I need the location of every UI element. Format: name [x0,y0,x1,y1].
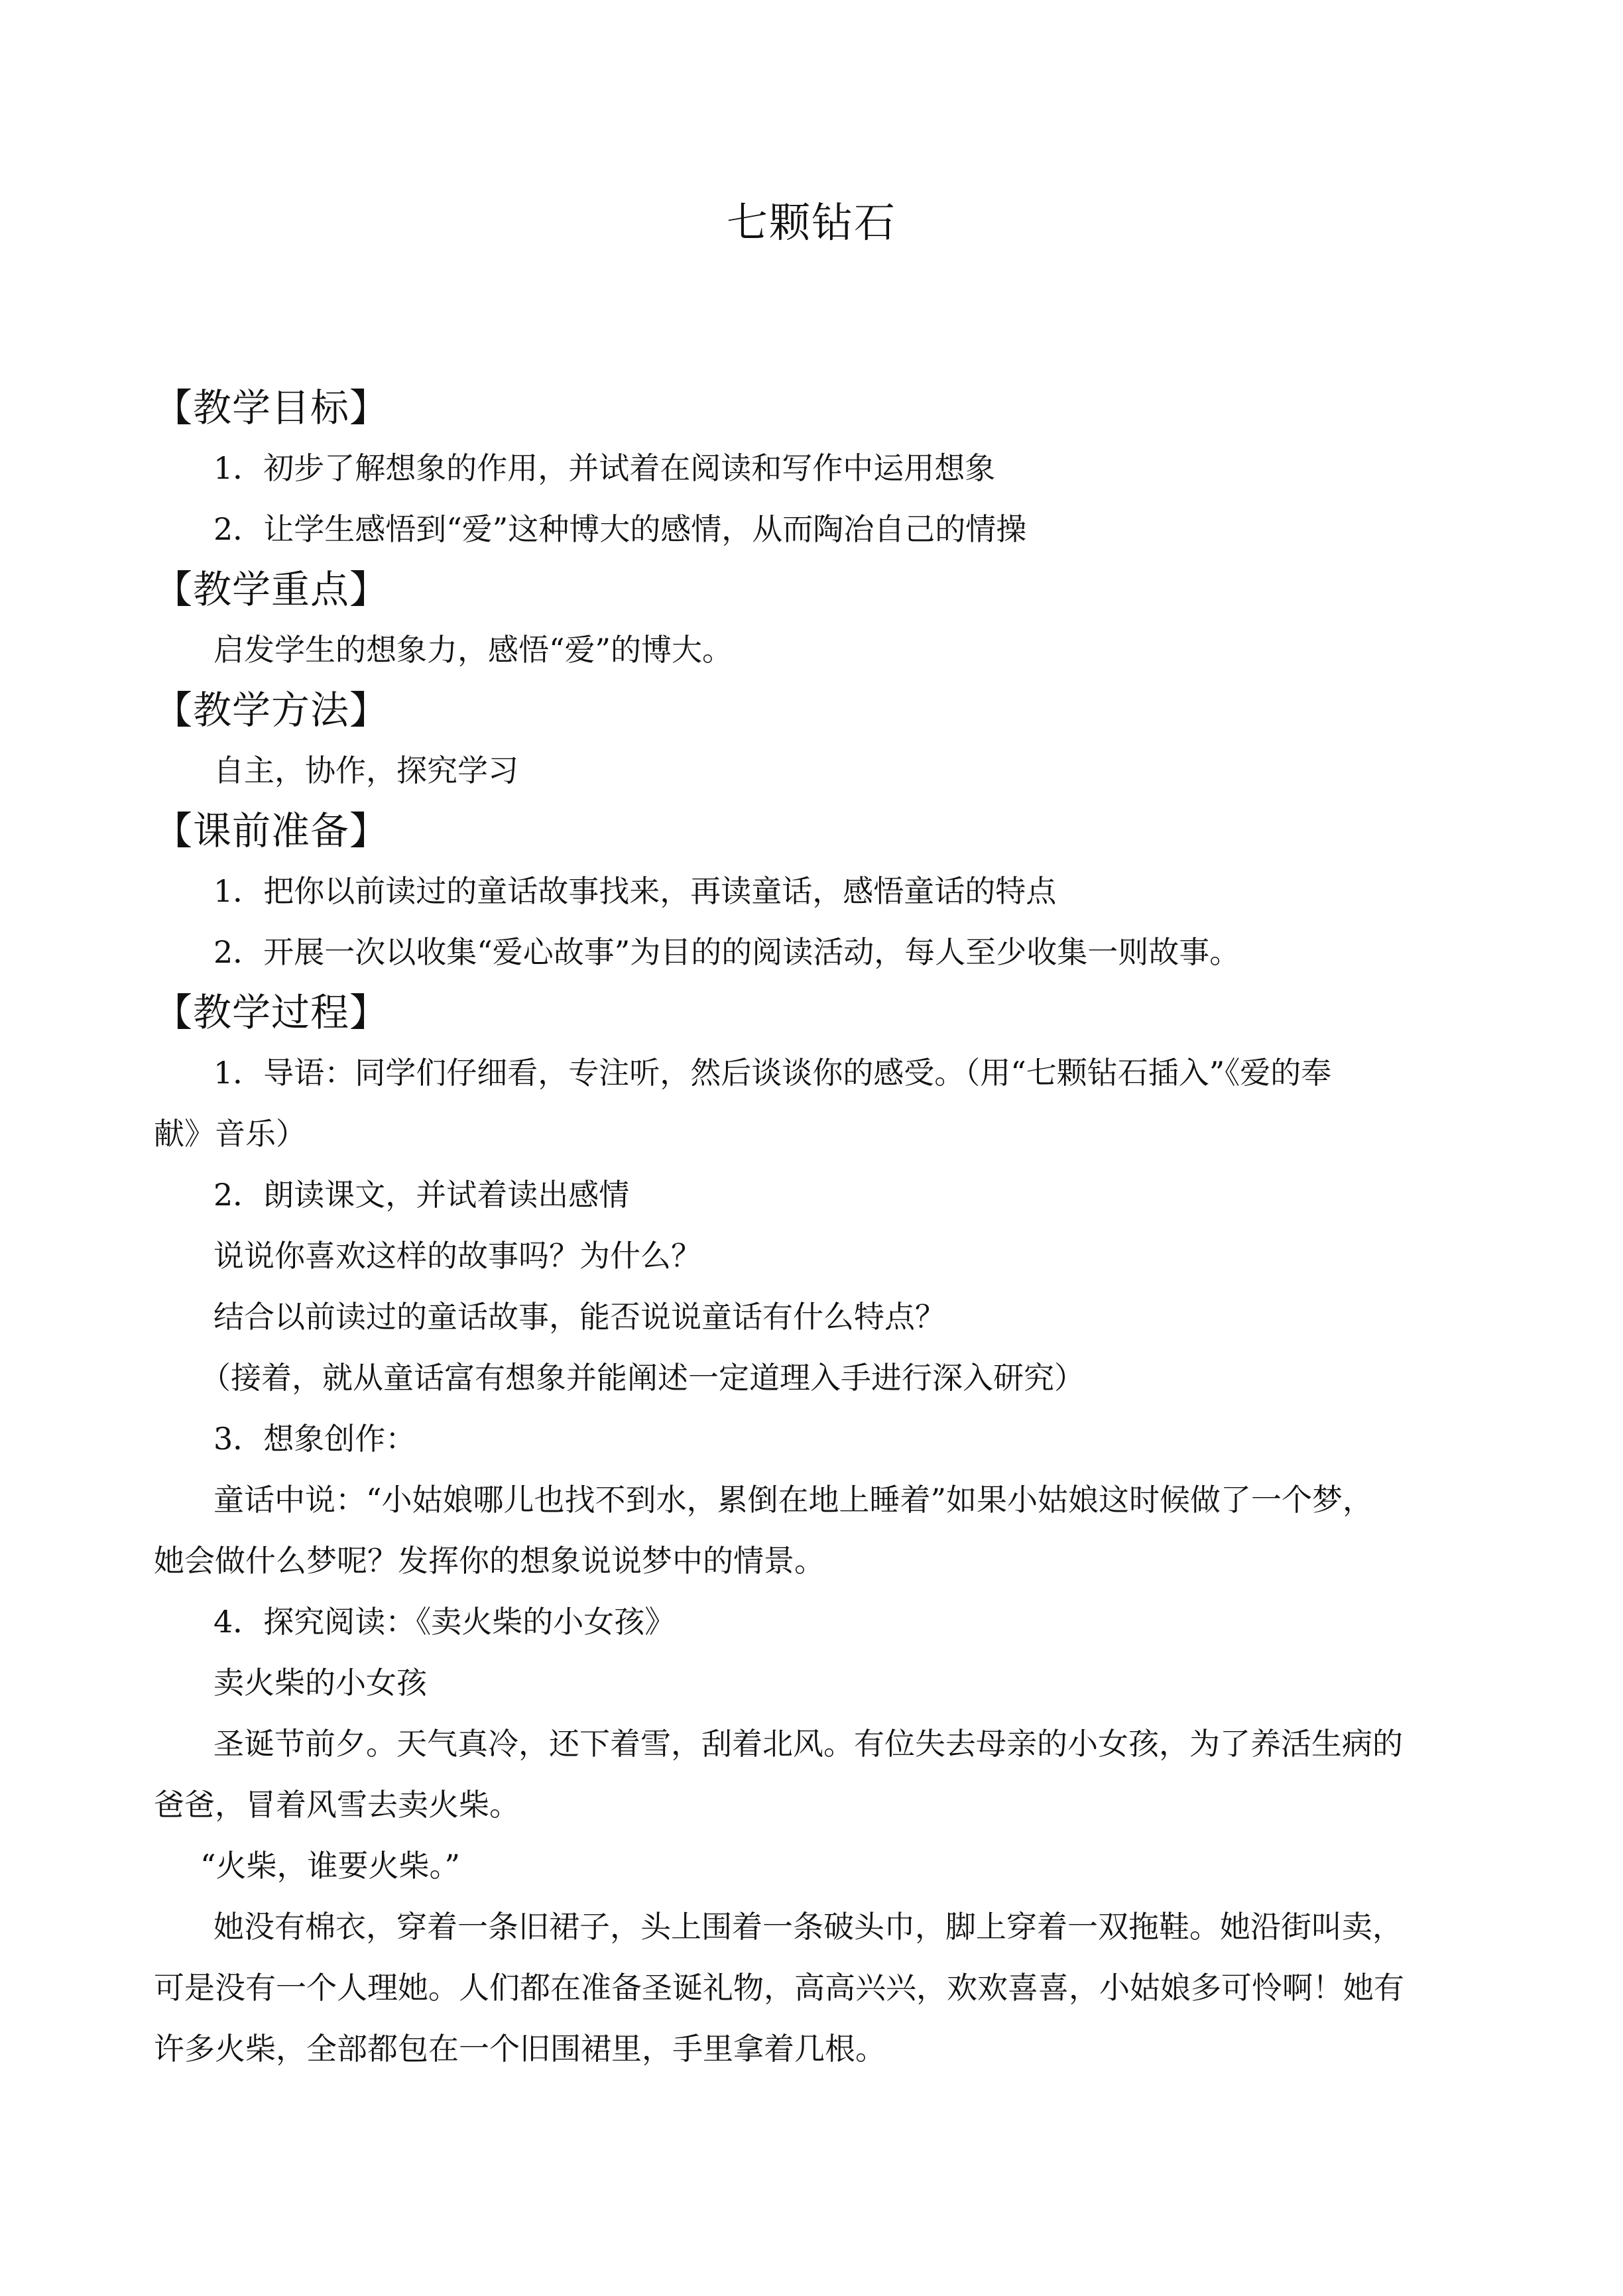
story-para-1-line-2: 爸爸，冒着风雪去卖火柴。 [154,1787,520,1823]
method-text: 自主，协作，探究学习 [213,753,518,788]
heading-focus: 【教学重点】 [154,567,389,612]
story-para-2-line-2: 可是没有一个人理她。人们都在准备圣诞礼物，高高兴兴，欢欢喜喜，小姑娘多可怜啊！她有 [154,1970,1404,2006]
story-para-2-line-3: 许多火柴，全部都包在一个旧围裙里，手里拿着几根。 [154,2031,886,2067]
process-imagine-line-2: 她会做什么梦呢？发挥你的想象说说梦中的情景。 [154,1543,825,1579]
heading-method: 【教学方法】 [154,688,389,733]
process-step-3: 3．想象创作： [213,1421,416,1457]
heading-process: 【教学过程】 [154,990,389,1035]
process-step-2: 2．朗读课文，并试着读出感情 [213,1177,630,1213]
story-para-1-line-1: 圣诞节前夕。天气真冷，还下着雪，刮着北风。有位失去母亲的小女孩，为了养活生病的 [213,1726,1403,1762]
heading-prep: 【课前准备】 [154,808,389,853]
process-step-1-line-1: 1．导语：同学们仔细看，专注听，然后谈谈你的感受。（用“七颗钻石插入”《爱的奉 [213,1055,1332,1091]
story-para-2-line-1: 她没有棉衣，穿着一条旧裙子，头上围着一条破头巾，脚上穿着一双拖鞋。她沿街叫卖， [213,1909,1403,1945]
goal-item-1: 1．初步了解想象的作用，并试着在阅读和写作中运用想象 [213,450,996,486]
heading-goals: 【教学目标】 [154,385,389,430]
document-body [154,378,1493,2079]
prep-item-2: 2．开展一次以收集“爱心故事”为目的的阅读活动，每人至少收集一则故事。 [213,934,1240,970]
document-title: 七颗钻石 [726,198,896,247]
story-quote: “火柴，谁要火柴。” [200,1848,461,1884]
process-imagine-line-1: 童话中说：“小姑娘哪儿也找不到水，累倒在地上睡着”如果小姑娘这时候做了一个梦， [213,1482,1374,1518]
process-step-4: 4．探究阅读：《卖火柴的小女孩》 [213,1604,676,1640]
story-title: 卖火柴的小女孩 [213,1665,427,1701]
process-step-1-line-2: 献》音乐） [154,1116,306,1152]
prep-item-1: 1．把你以前读过的童话故事找来，再读童话，感悟童话的特点 [213,873,1057,909]
process-note: （接着，就从童话富有想象并能阐述一定道理入手进行深入研究） [200,1360,1085,1396]
process-question-2: 结合以前读过的童话故事，能否说说童话有什么特点？ [213,1299,945,1335]
process-question-1: 说说你喜欢这样的故事吗？为什么？ [213,1238,701,1274]
goal-item-2: 2．让学生感悟到“爱”这种博大的感情，从而陶冶自己的情操 [213,511,1027,547]
focus-text: 启发学生的想象力，感悟“爱”的博大。 [213,632,733,668]
